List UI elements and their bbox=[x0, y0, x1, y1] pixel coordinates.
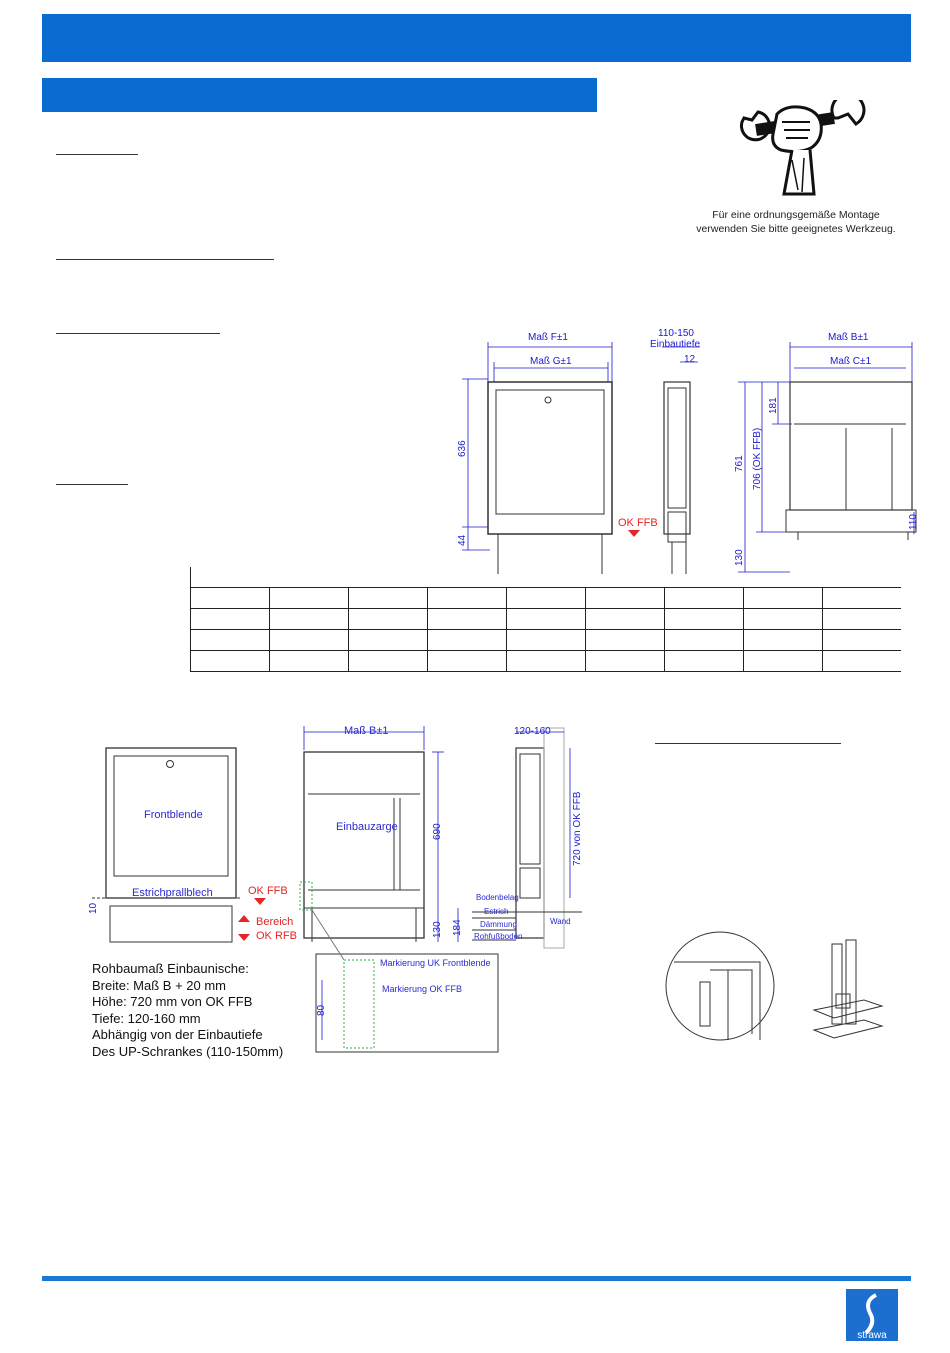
bottom-ok-ffb: OK FFB bbox=[248, 885, 288, 897]
section-heading-2 bbox=[56, 259, 274, 260]
niche-depth: Tiefe: 120-160 mm bbox=[92, 1010, 201, 1026]
dim-g: Maß G±1 bbox=[530, 356, 572, 367]
dim-einbautiefe: Einbautiefe bbox=[650, 339, 701, 350]
dim-10: 10 bbox=[88, 902, 99, 914]
dim-c: Maß C±1 bbox=[830, 356, 872, 367]
dim-761: 761 bbox=[734, 455, 745, 472]
spec-table bbox=[190, 567, 901, 672]
footer-line bbox=[42, 1276, 911, 1281]
dim-181: 181 bbox=[768, 397, 779, 414]
section-heading-5 bbox=[655, 743, 841, 744]
dim-12: 12 bbox=[684, 354, 696, 365]
label-markierung-uk: Markierung UK Frontblende bbox=[380, 958, 491, 968]
top-technical-drawings bbox=[440, 322, 920, 582]
table-row bbox=[191, 588, 902, 609]
label-einbauzarge: Einbauzarge bbox=[336, 821, 398, 833]
section-bar bbox=[42, 78, 597, 112]
logo-text: strawa bbox=[857, 1330, 887, 1341]
niche-height: Höhe: 720 mm von OK FFB bbox=[92, 994, 253, 1009]
label-wand: Wand bbox=[550, 917, 571, 926]
wrench-hand-icon bbox=[722, 100, 872, 208]
table-row bbox=[191, 567, 902, 588]
label-bodenbelag: Bodenbelag bbox=[476, 893, 519, 902]
niche-title: Rohbaumaß Einbaunische: bbox=[92, 961, 249, 976]
dim-720: 720 von OK FFB bbox=[572, 791, 583, 866]
dim-110: 110 bbox=[908, 514, 919, 530]
niche-dependency-1: Abhängig von der Einbautiefe bbox=[92, 1027, 263, 1042]
mounting-detail-illustration bbox=[664, 930, 904, 1048]
dim-110-150: 110-150 bbox=[658, 328, 694, 339]
dim-130: 130 bbox=[734, 549, 745, 566]
label-ok-rfb: OK RFB bbox=[256, 930, 297, 942]
table-row bbox=[191, 630, 902, 651]
label-frontblende: Frontblende bbox=[144, 809, 203, 821]
dim-b: Maß B±1 bbox=[828, 332, 869, 343]
table-row bbox=[191, 609, 902, 630]
dim-184: 184 bbox=[452, 919, 463, 936]
header-bar bbox=[42, 14, 911, 62]
dim-706: 706 (OK FFB) bbox=[752, 427, 763, 490]
dim-frame-b: Maß B±1 bbox=[344, 725, 389, 737]
section-heading-1 bbox=[56, 154, 138, 155]
tool-caption-line2: verwenden Sie bitte geeignetes Werkzeug. bbox=[696, 223, 896, 235]
niche-dependency-2: Des UP-Schrankes (110-150mm) bbox=[92, 1043, 284, 1059]
dim-f: Maß F±1 bbox=[528, 332, 568, 343]
dim-690: 690 bbox=[432, 823, 443, 840]
dim-80: 80 bbox=[316, 1004, 327, 1016]
label-estrich: Estrich bbox=[484, 907, 509, 916]
section-heading-4 bbox=[56, 484, 128, 485]
top-ok-ffb: OK FFB bbox=[618, 517, 658, 529]
label-rohfussboden: Rohfußboden bbox=[474, 932, 523, 941]
dim-636: 636 bbox=[457, 440, 468, 457]
label-estrichprallblech: Estrichprallblech bbox=[132, 887, 213, 899]
label-markierung-ok: Markierung OK FFB bbox=[382, 984, 463, 994]
dim-44: 44 bbox=[457, 534, 468, 546]
niche-info bbox=[92, 961, 322, 1060]
tool-caption-line1: Für eine ordnungsgemäße Montage bbox=[712, 209, 880, 221]
strawa-logo bbox=[846, 1289, 898, 1341]
niche-width: Breite: Maß B + 20 mm bbox=[92, 977, 227, 993]
label-daemmung: Dämmung bbox=[480, 920, 517, 929]
label-bereich: Bereich bbox=[256, 916, 294, 928]
dim-130-bottom: 130 bbox=[432, 921, 443, 938]
table-row bbox=[191, 651, 902, 672]
section-heading-3 bbox=[56, 333, 220, 334]
tool-caption bbox=[676, 208, 916, 236]
dim-120-160: 120-160 bbox=[514, 726, 551, 737]
